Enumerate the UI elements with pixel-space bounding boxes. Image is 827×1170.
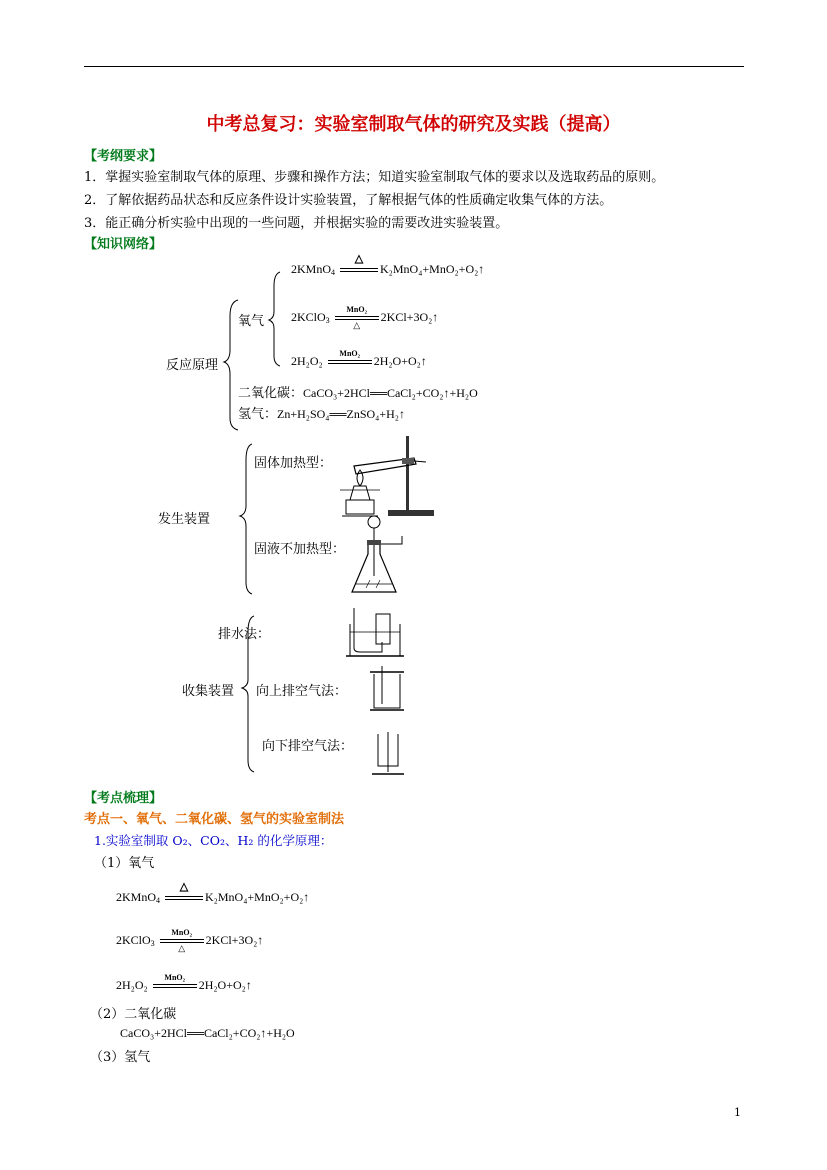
solid-heating-apparatus-icon (336, 430, 436, 520)
mno2-label: MnO₂ (171, 928, 192, 938)
reaction-principle-label: 反应原理 (166, 358, 219, 373)
eq-kmno4-sub: 4 (156, 896, 161, 905)
eq-kmno4-lhs: 2KMnO (116, 890, 157, 904)
requirement-1: 1．掌握实验室制取气体的原理、步骤和操作方法；知道实验室制取气体的要求以及选取药品的原则。 (84, 170, 665, 185)
oxygen-label: 氧气 (238, 314, 265, 329)
mno2-heat-condition (160, 928, 204, 954)
h2-equation: Zn+H₂SO₄══ZnSO₄+H₂↑ (277, 407, 405, 421)
net-eq-h2o2-rhs: 2H₂O+O₂↑ (373, 354, 427, 368)
eq-kclo3-lhs: 2KClO (116, 933, 151, 947)
item-1-heading: 1.实验室制取 O₂、CO₂、H₂ 的化学原理： (94, 833, 333, 848)
requirement-2: 2．了解依据药品状态和反应条件设计实验装置，了解根据气体的性质确定收集气体的方法。 (84, 193, 613, 208)
net-eq-kclo3 (291, 305, 439, 331)
net-eq-h2o2 (291, 349, 427, 369)
heat-symbol: △ (354, 253, 364, 266)
sub-h2: （3）氢气 (90, 1050, 151, 1065)
co2-equation: CaCO₃+2HCl══CaCl₂+CO₂↑+H₂O (303, 386, 478, 400)
mno2-condition (328, 349, 372, 369)
net-eq-h2o2-lhs: 2H₂O₂ (291, 354, 323, 368)
eq-kmno4-rhs: K₂MnO₄+MnO₂+O₂↑ (205, 890, 310, 904)
topic-1-heading: 考点一、氧气、二氧化碳、氢气的实验室制法 (84, 812, 345, 827)
eq-kclo3-sub: 3 (150, 939, 155, 948)
eq-h2o2-lhs: 2H₂O₂ (116, 978, 148, 992)
net-eq-kclo3-sub: 3 (325, 316, 330, 325)
mno2-label: MnO₂ (339, 349, 361, 359)
requirements-header: 【考纲要求】 (84, 149, 163, 164)
solid-heat-label: 固体加热型： (254, 456, 333, 471)
mno2-label: MnO₂ (164, 973, 186, 983)
heat-condition (165, 881, 203, 905)
downward-air-icon (372, 728, 408, 776)
sub-co2: （2）二氧化碳 (90, 1007, 177, 1022)
heat-symbol: △ (178, 943, 186, 954)
net-eq-kclo3-rhs: 2KCl+3O₂↑ (380, 310, 439, 324)
mno2-label: MnO₂ (346, 305, 367, 315)
eq-kclo3 (116, 928, 264, 954)
eq-h2o2 (116, 973, 252, 993)
heat-symbol: △ (353, 320, 361, 331)
eq-kmno4 (116, 881, 310, 905)
collector-label: 收集装置 (182, 684, 235, 699)
eq-h2o2-rhs: 2H₂O+O₂↑ (198, 978, 252, 992)
heat-condition (340, 253, 378, 277)
points-header: 【考点梳理】 (84, 791, 163, 806)
erlenmeyer-apparatus-icon (346, 514, 416, 600)
upward-air-icon (370, 664, 410, 712)
upward-air-label: 向上排空气法： (256, 684, 348, 699)
eq-kclo3-rhs: 2KCl+3O₂↑ (205, 933, 264, 947)
co2-label: 二氧化碳： (238, 386, 304, 401)
page-title: 中考总复习：实验室制取气体的研究及实践（提高） (206, 114, 621, 135)
co2-line (238, 382, 478, 401)
net-eq-kmno4-rhs: K₂MnO₄+MnO₂+O₂↑ (380, 262, 485, 276)
eq-co2: CaCO₃+2HCl══CaCl₂+CO₂↑+H₂O (120, 1026, 295, 1040)
water-method-label: 排水法： (218, 627, 271, 642)
water-collection-icon (346, 604, 406, 660)
generator-label: 发生装置 (158, 512, 211, 527)
network-header: 【知识网络】 (84, 237, 163, 252)
net-eq-kmno4-sub: 4 (331, 268, 336, 277)
net-eq-kmno4-lhs: 2KMnO (291, 262, 332, 276)
requirement-3: 3．能正确分析实验中出现的一些问题，并根据实验的需要改进实验装置。 (84, 216, 509, 231)
downward-air-label: 向下排空气法： (262, 739, 354, 754)
h2-label: 氢气： (238, 407, 278, 422)
sub-oxygen: （1）氧气 (94, 856, 155, 871)
net-eq-kclo3-lhs: 2KClO (291, 310, 326, 324)
heat-symbol: △ (179, 881, 189, 894)
page-number: 1 (734, 1106, 741, 1119)
h2-line (238, 403, 405, 422)
solid-liquid-label: 固液不加热型： (254, 542, 346, 557)
mno2-heat-condition (335, 305, 379, 331)
mno2-condition (153, 973, 197, 993)
net-eq-kmno4 (291, 253, 485, 277)
